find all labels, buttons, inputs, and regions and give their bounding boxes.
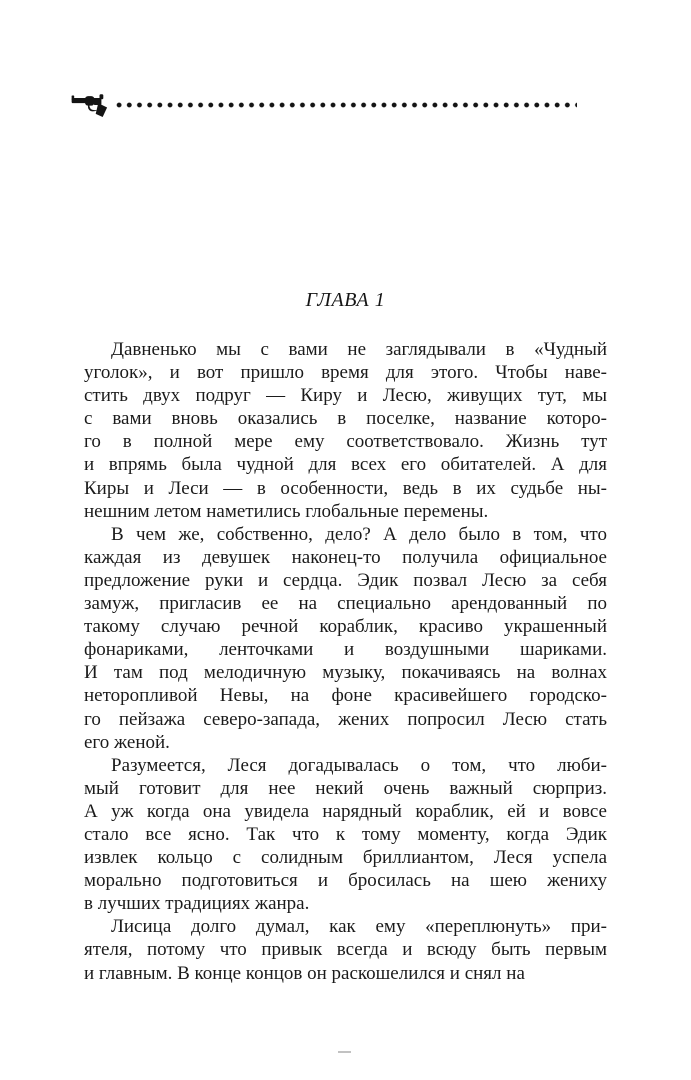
text-line: го пейзажа северо-запада, жених попросил Лесю стать bbox=[84, 708, 607, 730]
text-line: морально подготовиться и бросилась на шею жениху bbox=[84, 870, 607, 892]
text-line: замуж, пригласив ее на специально арендованный по bbox=[84, 593, 607, 615]
text-line: А уж когда она увидела нарядный кораблик, ей и вовсе bbox=[84, 800, 607, 822]
text-line: извлек кольцо с солидным бриллиантом, Леся успела bbox=[84, 847, 607, 869]
text-line: ятеля, потому что привык всегда и всюду быть первым bbox=[84, 939, 607, 961]
chapter-title: ГЛАВА 1 bbox=[305, 289, 386, 311]
paragraph bbox=[84, 338, 607, 523]
text-line: И там под мелодичную музыку, покачиваясь на волнах bbox=[84, 662, 607, 684]
revolver-icon bbox=[71, 91, 109, 119]
text-line: в лучших традициях жанра. bbox=[84, 893, 310, 915]
text-block bbox=[84, 338, 607, 985]
text-line: с вами вновь оказались в поселке, название которо- bbox=[84, 408, 607, 430]
paragraph bbox=[84, 523, 607, 754]
text-line: нешним летом наметились глобальные перемены. bbox=[84, 500, 489, 522]
text-line: Разумеется, Леся догадывалась о том, что люби- bbox=[111, 754, 607, 776]
text-line: стало все ясно. Так что к тому моменту, когда Эдик bbox=[84, 823, 607, 845]
text-line: Киры и Леси — в особенности, ведь в их судьбе ны- bbox=[84, 477, 607, 499]
footer-mark bbox=[338, 1051, 351, 1053]
text-line: неторопливой Невы, на фоне красивейшего городско- bbox=[84, 685, 607, 707]
text-line: уголок», и вот пришло время для этого. Чтобы наве- bbox=[84, 362, 607, 384]
text-line: го в полной мере ему соответствовало. Жизнь тут bbox=[84, 431, 607, 453]
paragraph bbox=[84, 754, 607, 916]
text-line: Лисица долго думал, как ему «переплюнуть» при- bbox=[111, 916, 607, 938]
chapter-ornament-rule bbox=[71, 90, 577, 120]
dotted-rule bbox=[114, 102, 577, 108]
text-line: его женой. bbox=[84, 731, 170, 753]
text-line: Давненько мы с вами не заглядывали в «Чудный bbox=[111, 339, 607, 360]
paragraph bbox=[84, 915, 607, 984]
text-line: и главным. В конце концов он раскошелился и снял на bbox=[84, 962, 525, 984]
text-line: такому случаю речной кораблик, красиво украшенный bbox=[84, 616, 607, 638]
text-line: мый готовит для нее некий очень важный сюрприз. bbox=[84, 777, 607, 799]
text-line: каждая из девушек наконец-то получила официальное bbox=[84, 546, 607, 568]
text-line: фонариками, ленточками и воздушными шариками. bbox=[84, 639, 607, 661]
text-line: стить двух подруг — Киру и Лесю, живущих тут, мы bbox=[84, 385, 607, 407]
text-line: В чем же, собственно, дело? А дело было в том, что bbox=[111, 523, 607, 545]
text-line: предложение руки и сердца. Эдик позвал Лесю за себя bbox=[84, 569, 607, 591]
text-line: и впрямь была чудной для всех его обитателей. А для bbox=[84, 454, 607, 476]
